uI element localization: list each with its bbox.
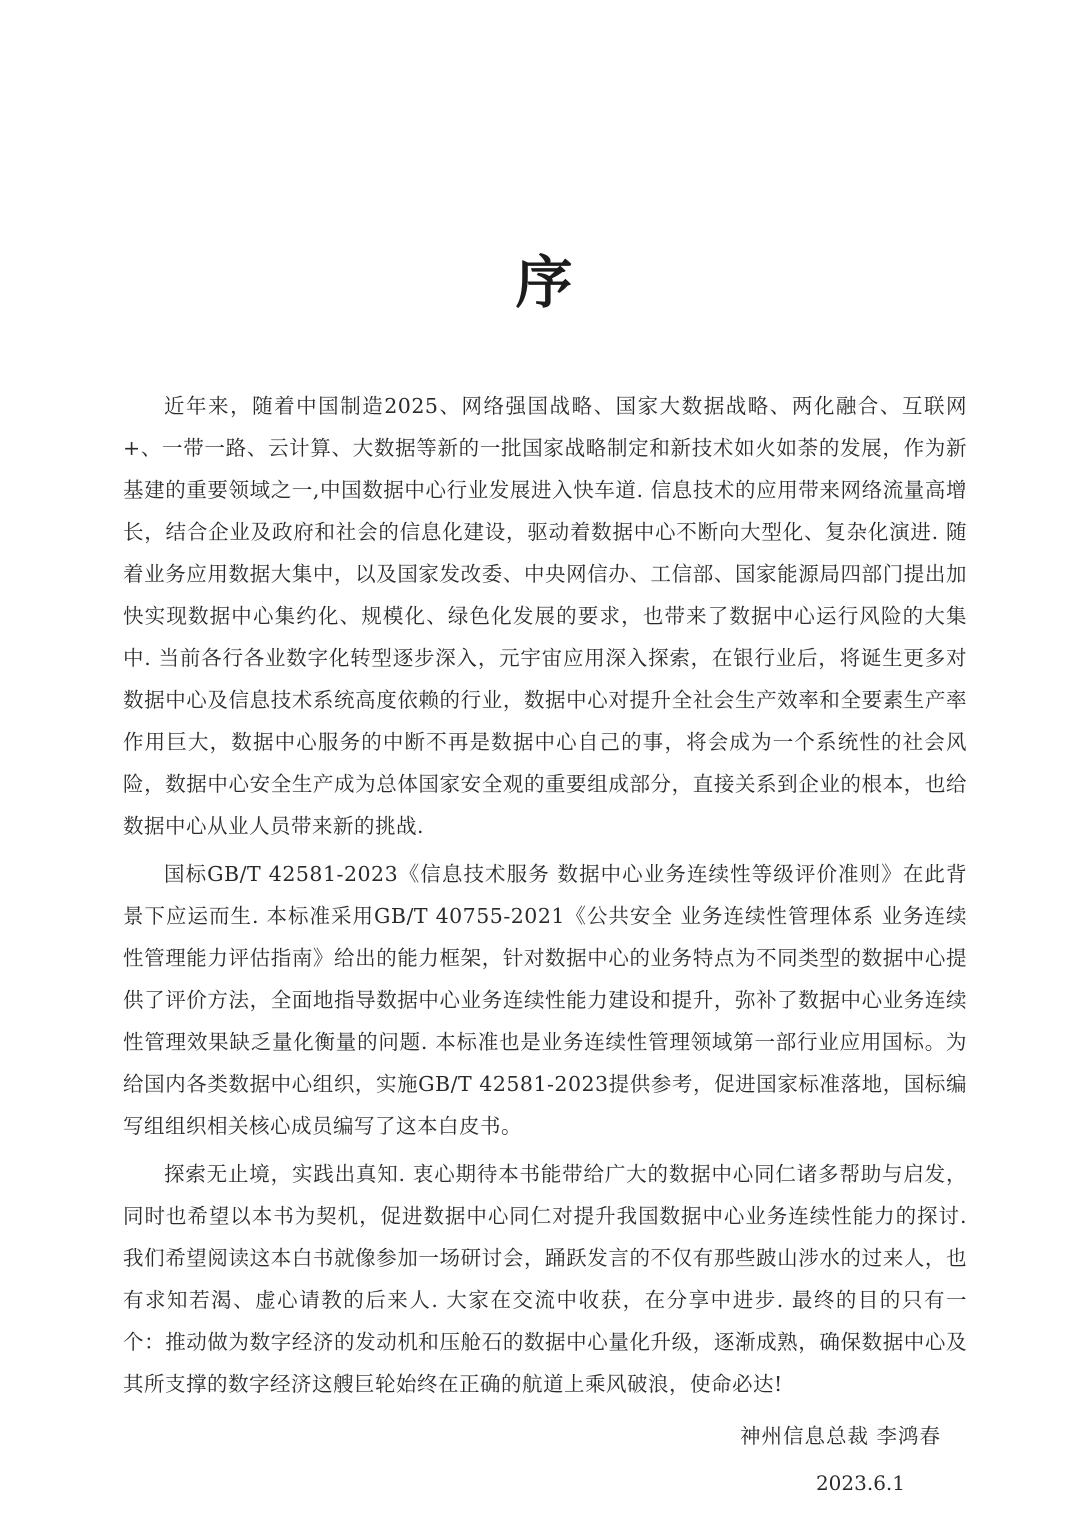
signature-line: 神州信息总裁 李鸿春 (739, 1424, 941, 1448)
page-title: 序 (515, 249, 575, 316)
preface-body (123, 385, 967, 1405)
preface-paragraph-1: 近年来，随着中国制造2025、网络强国战略、国家大数据战略、两化融合、互联网+、一带一路、云计算、大数据等新的一批国家战略制定和新技术如火如荼的发展，作为新基建的重要领域之一,中国数据中心行业发展进入快车道. 信息技术的应用带来网络流量高增长，结合企业及政府和社会的信息化建设，驱动着数据中心不断向大型化、复杂化演进. 随着业务应用数据大集中，以及国家发改委、中央网信办、工信部、国家能源局四部门提出加快实现数据中心集约化、规模化、绿色化发展的要求，也带来了数据中心运行风险的大集中. 当前各行各业数字化转型逐步深入，元宇宙应用深入探索，在银行业后，将诞生更多对数据中心及信息技术系统高度依赖的行业，数据中心对提升全社会生产效率和全要素生产率作用巨大，数据中心服务的中断不再是数据中心自己的事，将会成为一个系统性的社会风险，数据中心安全生产成为总体国家安全观的重要组成部分，直接关系到企业的根本，也给数据中心从业人员带来新的挑战. (123, 394, 967, 838)
date-line: 2023.6.1 (815, 1471, 905, 1495)
preface-paragraph-2: 国标GB/T 42581-2023《信息技术服务 数据中心业务连续性等级评价准则》在此背景下应运而生. 本标准采用GB/T 40755-2021《公共安全 业务连续性管理体系 业务连续性管理能力评估指南》给出的能力框架，针对数据中心的业务特点为不同类型的数据中心提供了评价方法，全面地指导数据中心业务连续性能力建设和提升，弥补了数据中心业务连续性管理效果缺乏量化衡量的问题. 本标准也是业务连续性管理领域第一部行业应用国标。为给国内各类数据中心组织，实施GB/T 42581-2023提供参考，促进国家标准落地，国标编写组组织相关核心成员编写了这本白皮书。 (123, 862, 967, 1138)
page-content (123, 0, 967, 1497)
preface-paragraph-3: 探索无止境，实践出真知. 衷心期待本书能带给广大的数据中心同仁诸多帮助与启发，同时也希望以本书为契机，促进数据中心同仁对提升我国数据中心业务连续性能力的探讨. 我们希望阅读这本白书就像参加一场研讨会，踊跃发言的不仅有那些跛山涉水的过来人，也有求知若渴、虚心请教的后来人. 大家在交流中收获，在分享中进步. 最终的目的只有一个：推动做为数字经济的发动机和压舱石的数据中心量化升级，逐渐成熟，确保数据中心及其所支撑的数字经济这艘巨轮始终在正确的航道上乘风破浪，使命必达! (123, 1162, 967, 1396)
